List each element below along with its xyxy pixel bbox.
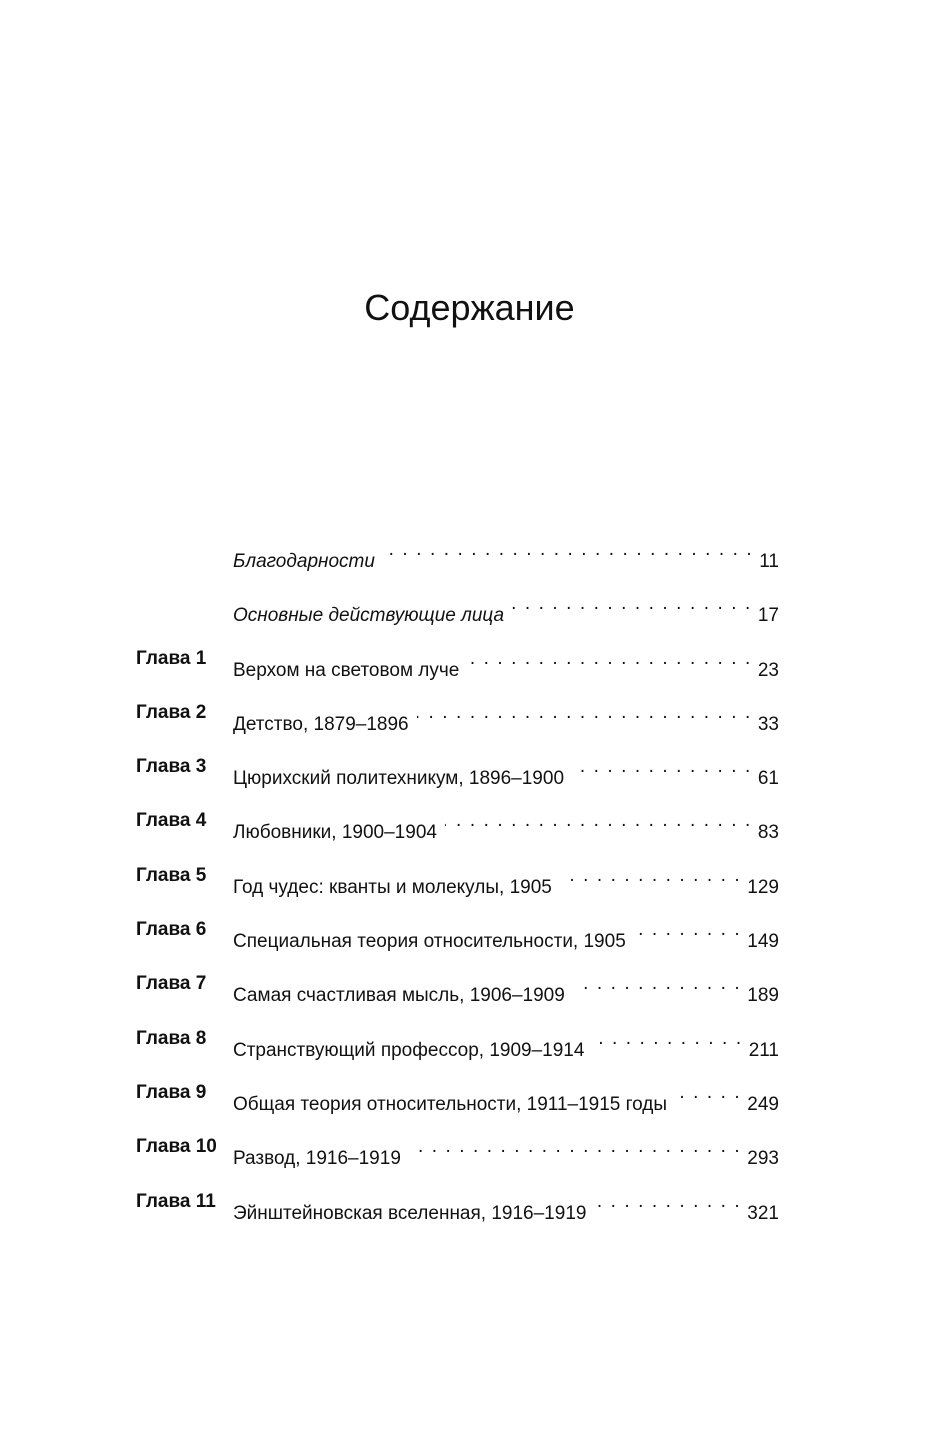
dot-leader [592, 1022, 742, 1056]
chapter-label: Глава 3 [136, 756, 207, 778]
toc-entry [233, 913, 779, 959]
toc-entry [233, 750, 779, 796]
page-number: 33 [757, 713, 779, 735]
page-number: 249 [747, 1093, 779, 1115]
dot-leader [409, 1130, 741, 1164]
toc-chapter-4[interactable] [136, 804, 779, 858]
page-number: 189 [747, 985, 779, 1007]
dot-leader [675, 1076, 741, 1110]
dot-leader [417, 696, 752, 730]
page-title: Содержание [364, 287, 575, 328]
toc-chapter-6[interactable] [136, 913, 779, 967]
table-of-contents [136, 533, 779, 1239]
entry-title: Странствующий профессор, 1909–1914 [233, 1039, 585, 1061]
entry-title: Специальная теория относительности, 1905 [233, 931, 626, 953]
dot-leader [573, 967, 741, 1001]
toc-entry-main-characters[interactable] [136, 587, 779, 641]
toc-entry [233, 967, 779, 1013]
entry-title: Любовники, 1900–1904 [233, 822, 437, 844]
entry-title: Цюрихский политехникум, 1896–1900 [233, 768, 565, 790]
chapter-label: Глава 2 [136, 701, 207, 723]
dot-leader [383, 533, 753, 567]
entry-title: Основные действующие лица [233, 605, 505, 627]
toc-entry [233, 859, 779, 905]
page-number: 83 [757, 822, 779, 844]
toc-entry [233, 1185, 779, 1231]
page-number: 149 [747, 931, 779, 953]
entry-title: Год чудес: кванты и молекулы, 1905 [233, 876, 552, 898]
toc-entry [233, 696, 779, 742]
chapter-label: Глава 8 [136, 1027, 207, 1049]
dot-leader [445, 804, 752, 838]
chapter-label: Глава 1 [136, 647, 207, 669]
entry-title: Общая теория относительности, 1911–1915 годы [233, 1093, 668, 1115]
toc-entry [233, 1076, 779, 1122]
chapter-label: Глава 10 [136, 1136, 217, 1158]
dot-leader [572, 750, 752, 784]
entry-title: Развод, 1916–1919 [233, 1148, 401, 1170]
dot-leader [634, 913, 742, 947]
page-number: 61 [757, 768, 779, 790]
dot-leader [512, 587, 752, 621]
page-number: 321 [747, 1202, 779, 1224]
entry-title: Благодарности [233, 551, 375, 572]
chapter-label: Глава 9 [136, 1081, 207, 1103]
page-number: 293 [747, 1148, 779, 1170]
toc-chapter-5[interactable] [136, 859, 779, 913]
toc-entry [233, 1130, 779, 1176]
page-number: 11 [759, 551, 779, 572]
page-number: 17 [757, 605, 779, 627]
chapter-label: Глава 6 [136, 919, 207, 941]
chapter-label: Глава 7 [136, 973, 207, 995]
toc-entry [233, 642, 779, 688]
entry-title: Эйнштейновская вселенная, 1916–1919 [233, 1202, 587, 1224]
chapter-label: Глава 11 [136, 1190, 216, 1212]
entry-title: Самая счастливая мысль, 1906–1909 [233, 985, 565, 1007]
toc-chapter-1[interactable] [136, 642, 779, 696]
entry-title: Верхом на световом луче [233, 659, 460, 681]
page-number: 23 [757, 659, 779, 681]
toc-chapter-3[interactable] [136, 750, 779, 804]
entry-title: Детство, 1879–1896 [233, 713, 409, 735]
toc-chapter-9[interactable] [136, 1076, 779, 1130]
toc-chapter-2[interactable] [136, 696, 779, 750]
toc-entry [233, 804, 779, 850]
chapter-label: Глава 5 [136, 864, 207, 886]
toc-chapter-7[interactable] [136, 967, 779, 1021]
toc-chapter-10[interactable] [136, 1130, 779, 1184]
page-number: 211 [748, 1039, 779, 1061]
toc-entry [233, 1022, 779, 1068]
chapter-label: Глава 4 [136, 810, 207, 832]
toc-chapter-8[interactable] [136, 1022, 779, 1076]
dot-leader [594, 1185, 741, 1219]
toc-entry [233, 533, 779, 579]
page-number: 129 [747, 876, 779, 898]
toc-entry-acknowledgements[interactable] [136, 533, 779, 587]
dot-leader [560, 859, 741, 893]
toc-chapter-11[interactable] [136, 1185, 779, 1239]
toc-entry [233, 587, 779, 633]
dot-leader [467, 642, 752, 676]
